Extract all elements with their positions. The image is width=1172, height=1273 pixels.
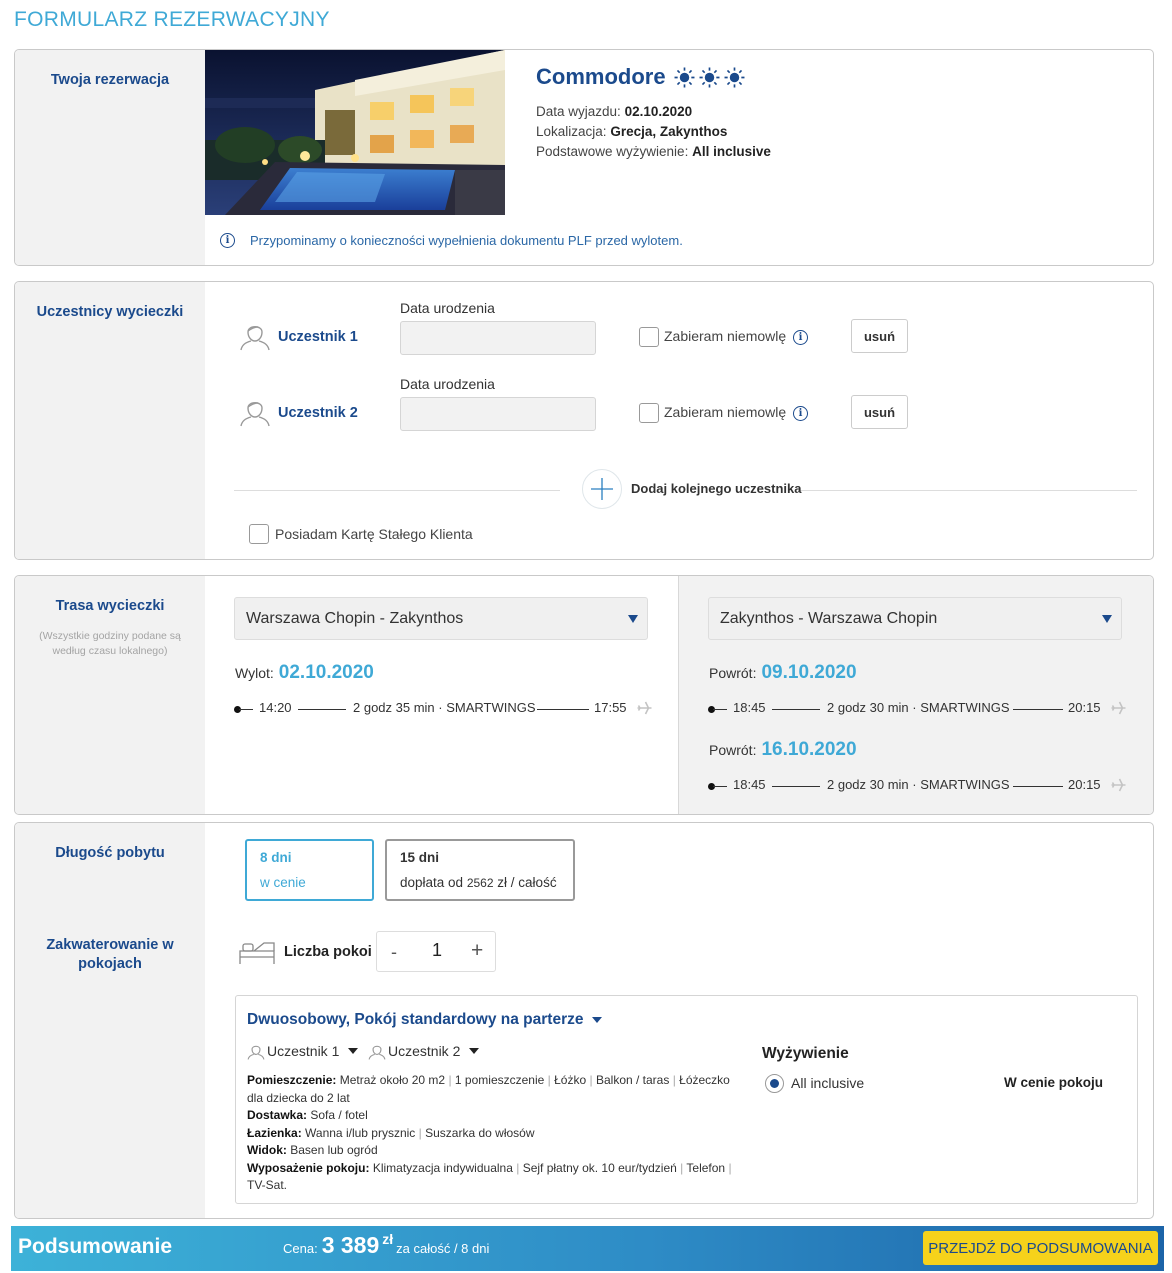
meal-option-label: All inclusive: [791, 1075, 865, 1091]
price-suffix: zł / całość: [497, 875, 557, 890]
hotel-name-text: Commodore: [536, 64, 666, 89]
stay-option-price: [400, 875, 560, 890]
total-price: [283, 1232, 489, 1259]
arrival-time: 20:15: [1068, 700, 1101, 715]
person-icon: [247, 1042, 265, 1060]
flight-line: [713, 786, 727, 787]
go-to-summary-button[interactable]: PRZEJDŹ DO PODSUMOWANIA: [923, 1231, 1158, 1265]
board-value: All inclusive: [692, 144, 771, 159]
return-date-value: 09.10.2020: [761, 662, 857, 683]
return-route-value: Zakynthos - Warszawa Chopin: [720, 610, 938, 627]
info-icon: i: [220, 233, 235, 248]
dob-input[interactable]: [400, 321, 596, 355]
increase-rooms-button[interactable]: +: [471, 939, 484, 962]
page-title: FORMULARZ REZERWACYJNY: [14, 8, 330, 31]
return-flight-2: [708, 775, 1138, 795]
arrival-time: 17:55: [594, 700, 627, 715]
flight-carrier: SMARTWINGS: [920, 777, 1010, 792]
detail-value: Sofa / fotel: [310, 1108, 368, 1122]
info-icon[interactable]: i: [793, 406, 808, 421]
return-flight-1: [708, 698, 1138, 718]
room-type-select[interactable]: [247, 1011, 602, 1029]
stay-option-days: 15 dni: [400, 850, 440, 865]
divider: [798, 490, 1137, 491]
return-date-1: [709, 662, 857, 684]
price-prefix: dopłata od: [400, 875, 464, 890]
occupant-name: Uczestnik 2: [388, 1043, 461, 1059]
participants-section: [14, 281, 1154, 560]
reservation-section-title: Twoja rezerwacja: [50, 72, 170, 88]
plane-icon: [1110, 777, 1127, 793]
departure-time: 14:20: [259, 700, 292, 715]
detail-key: Widok:: [247, 1143, 287, 1157]
remove-participant-button[interactable]: usuń: [851, 319, 908, 353]
participant-label: Uczestnik 1: [278, 329, 358, 345]
room-type-name: Dwuosobowy, Pokój standardowy na parterze: [247, 1011, 584, 1028]
reservation-section: [14, 49, 1154, 266]
chevron-down-icon: [469, 1048, 479, 1054]
departure-time: 18:45: [733, 777, 766, 792]
stay-option-15-days[interactable]: [385, 839, 575, 901]
loyalty-card-label: Posiadam Kartę Stałego Klienta: [275, 526, 473, 542]
flight-line: [239, 709, 253, 710]
route-time-note: (Wszystkie godziny podane są według czasu lokalnego): [39, 630, 181, 657]
dob-label: Data urodzenia: [400, 300, 495, 316]
price-suffix: za całość / 8 dni: [396, 1241, 490, 1256]
flight-info: 2 godz 35 min · SMARTWINGS: [353, 700, 536, 715]
room-card: [235, 995, 1138, 1204]
hotel-photo: [205, 50, 505, 215]
room-detail-view: [247, 1142, 747, 1160]
participants-section-title: Uczestnicy wycieczki: [36, 304, 184, 320]
infant-label: Zabieram niemowlę: [664, 328, 787, 344]
occupant-name: Uczestnik 1: [267, 1043, 340, 1059]
divider: [234, 490, 560, 491]
return-date-value: 16.10.2020: [761, 739, 857, 760]
return-route-select[interactable]: [708, 597, 1122, 640]
flight-duration: 2 godz 30 min: [827, 777, 909, 792]
room-detail-room: Pomieszczenie: Metraż około 20 m2 | 1 pomieszczenie | Łóżko | Balkon / taras | Łóżeczko dla dziecka do 2 lat: [247, 1073, 730, 1105]
detail-value: Basen lub ogród: [290, 1143, 378, 1157]
sun-star-icon: [699, 67, 720, 88]
room-details: [247, 1072, 747, 1195]
info-icon[interactable]: i: [793, 330, 808, 345]
flight-line: [298, 709, 346, 710]
detail-value: Suszarka do włosów: [425, 1125, 535, 1140]
room-detail-equipment: Wyposażenie pokoju: Klimatyzacja indywidualna | Sejf płatny ok. 10 eur/tydzień | Telefon | TV-Sat.: [247, 1160, 732, 1192]
flight-info: 2 godz 30 min · SMARTWINGS: [827, 777, 1010, 792]
flight-info: 2 godz 30 min · SMARTWINGS: [827, 700, 1010, 715]
board-label: Podstawowe wyżywienie:: [536, 144, 689, 159]
plf-reminder: [220, 233, 683, 248]
meal-radio-all-inclusive[interactable]: [765, 1074, 784, 1093]
flight-line: [713, 709, 727, 710]
price-currency: zł: [382, 1231, 394, 1247]
add-participant-button[interactable]: [582, 469, 622, 509]
detail-value: Telefon: [686, 1160, 726, 1175]
departure-time: 18:45: [733, 700, 766, 715]
detail-value: Łóżeczko dla dziecka do 2 lat: [247, 1073, 730, 1105]
sun-star-icon: [674, 67, 695, 88]
detail-key: Pomieszczenie:: [247, 1073, 337, 1087]
dropdown-arrow-icon: [1102, 615, 1112, 623]
hotel-rating: [674, 67, 745, 88]
room-detail-bathroom: Łazienka: Wanna i/lub prysznic | Suszarka do włosów: [247, 1125, 535, 1140]
summary-bar: [11, 1226, 1164, 1271]
board-info: [536, 144, 771, 159]
route-section: [14, 575, 1154, 815]
location-value: Grecja, Zakynthos: [610, 124, 728, 139]
flight-line: [1013, 786, 1063, 787]
stay-option-days: 8 dni: [260, 850, 292, 865]
detail-value: 1 pomieszczenie: [454, 1073, 545, 1087]
flight-carrier: SMARTWINGS: [446, 700, 536, 715]
loyalty-card-checkbox[interactable]: [249, 524, 269, 544]
accommodation-section-title: Zakwaterowanie w pokojach: [46, 937, 174, 972]
dob-label: Data urodzenia: [400, 376, 495, 392]
flight-line: [772, 786, 820, 787]
outbound-date: [235, 662, 374, 684]
meal-title: Wyżywienie: [762, 1045, 849, 1062]
price-amount: 2562: [466, 876, 494, 890]
detail-value: Łóżko: [554, 1073, 587, 1087]
flight-line: [772, 709, 820, 710]
rooms-stepper: [376, 931, 496, 972]
detail-value: Wanna i/lub prysznic: [305, 1125, 416, 1140]
dob-input[interactable]: [400, 397, 596, 431]
participant-row: [15, 373, 1154, 433]
person-icon: [368, 1042, 386, 1060]
occupant-select-1[interactable]: [247, 1042, 358, 1060]
reservation-sidebar: [15, 50, 205, 265]
plane-icon: [1110, 700, 1127, 716]
outbound-route-value: Warszawa Chopin - Zakynthos: [246, 610, 464, 627]
detail-key: Dostawka:: [247, 1108, 308, 1122]
return-date-label: Powrót:: [709, 665, 757, 681]
infant-checkbox[interactable]: [639, 403, 659, 423]
room-detail-delivery: [247, 1107, 747, 1125]
bed-icon: [238, 939, 276, 965]
location-label: Lokalizacja:: [536, 124, 607, 139]
arrival-time: 20:15: [1068, 777, 1101, 792]
infant-checkbox[interactable]: [639, 327, 659, 347]
outbound-flight: [234, 698, 654, 718]
detail-key: Łazienka:: [247, 1125, 302, 1140]
detail-value: Klimatyzacja indywidualna: [372, 1160, 513, 1175]
detail-value: Sejf płatny ok. 10 eur/tydzień: [522, 1160, 677, 1175]
add-participant-label[interactable]: Dodaj kolejnego uczestnika: [631, 481, 802, 496]
stay-option-price: w cenie: [260, 875, 306, 890]
rooms-count-label: Liczba pokoi: [284, 944, 372, 960]
return-date-2: [709, 739, 857, 761]
return-date-label: Powrót:: [709, 742, 757, 758]
occupant-select-2[interactable]: [368, 1042, 479, 1060]
detail-key: Wyposażenie pokoju:: [247, 1160, 370, 1175]
route-section-title: Trasa wycieczki: [55, 598, 165, 614]
flight-duration: 2 godz 35 min: [353, 700, 435, 715]
location-info: [536, 124, 727, 139]
outbound-date-label: Wylot:: [235, 665, 274, 681]
price-label: Cena:: [283, 1241, 318, 1256]
decrease-rooms-button[interactable]: -: [391, 942, 397, 962]
route-sidebar: [15, 576, 205, 814]
participant-row: [15, 297, 1154, 357]
person-icon: [239, 319, 271, 351]
chevron-down-icon: [348, 1048, 358, 1054]
outbound-route-select[interactable]: [234, 597, 648, 640]
chevron-down-icon: [592, 1017, 602, 1023]
flight-duration: 2 godz 30 min: [827, 700, 909, 715]
flight-carrier: SMARTWINGS: [920, 700, 1010, 715]
departure-label: Data wyjazdu:: [536, 104, 621, 119]
detail-value: TV-Sat.: [247, 1178, 288, 1192]
stay-section: [14, 822, 1154, 1219]
price-value: 3 389: [321, 1232, 380, 1258]
flight-line: [1013, 709, 1063, 710]
departure-value: 02.10.2020: [624, 104, 693, 119]
stay-sidebar: [15, 823, 205, 1218]
plane-icon: [636, 700, 653, 716]
flight-line: [537, 709, 589, 710]
plf-reminder-text: Przypominamy o konieczności wypełnienia dokumentu PLF przed wylotem.: [250, 233, 683, 248]
participant-label: Uczestnik 2: [278, 405, 358, 421]
stay-option-8-days[interactable]: [245, 839, 374, 901]
plus-icon: [590, 477, 614, 501]
remove-participant-button[interactable]: usuń: [851, 395, 908, 429]
dropdown-arrow-icon: [628, 615, 638, 623]
summary-title: Podsumowanie: [18, 1235, 173, 1258]
departure-date-info: [536, 104, 692, 119]
hotel-name: [536, 64, 745, 90]
stay-section-title: Długość pobytu: [55, 845, 165, 861]
meal-price: W cenie pokoju: [1004, 1075, 1104, 1090]
infant-label: Zabieram niemowlę: [664, 404, 787, 420]
rooms-count-value[interactable]: 1: [432, 940, 443, 960]
sun-star-icon: [724, 67, 745, 88]
outbound-date-value: 02.10.2020: [278, 662, 374, 683]
person-icon: [239, 395, 271, 427]
detail-value: Metraż około 20 m2: [339, 1073, 446, 1087]
detail-value: Balkon / taras: [595, 1073, 670, 1087]
